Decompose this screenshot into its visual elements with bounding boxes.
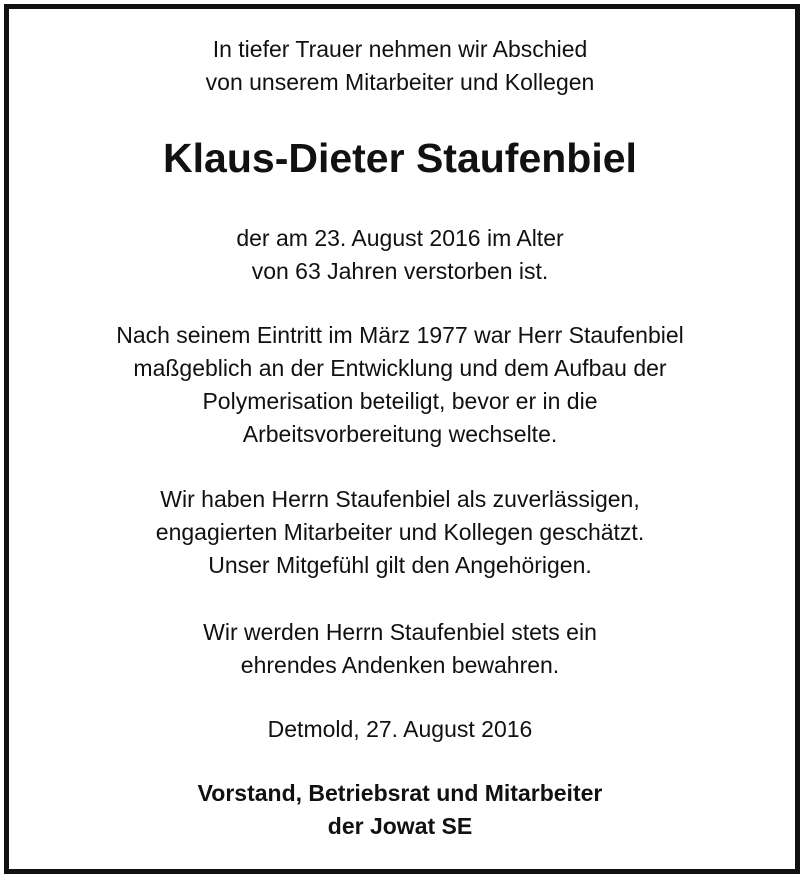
signature-line: der Jowat SE: [327, 813, 473, 839]
appreciation-line: Unser Mitgefühl gilt den Angehörigen.: [208, 552, 592, 578]
career-line: Arbeitsvorbereitung wechselte.: [242, 421, 558, 447]
intro-line: von unserem Mitarbeiter und Kollegen: [205, 69, 595, 95]
remembrance-paragraph: [0, 616, 800, 682]
place-date-line: Detmold, 27. August 2016: [267, 716, 533, 742]
career-line: Nach seinem Eintritt im März 1977 war Herr Staufenbiel: [116, 322, 684, 348]
place-date: [0, 713, 800, 746]
career-paragraph: [0, 319, 800, 451]
signature-line: Vorstand, Betriebsrat und Mitarbeiter: [197, 780, 603, 806]
appreciation-paragraph: [0, 483, 800, 582]
death-notice-line: von 63 Jahren verstorben ist.: [251, 258, 549, 284]
deceased-name-block: [0, 134, 800, 182]
signature-block: [0, 777, 800, 843]
appreciation-line: Wir haben Herrn Staufenbiel als zuverlässigen,: [160, 486, 640, 512]
appreciation-line: engagierten Mitarbeiter und Kollegen geschätzt.: [155, 519, 645, 545]
death-notice-line: der am 23. August 2016 im Alter: [236, 225, 564, 251]
intro-line: In tiefer Trauer nehmen wir Abschied: [212, 36, 588, 62]
intro-text: [0, 33, 800, 99]
career-line: Polymerisation beteiligt, bevor er in die: [202, 388, 598, 414]
death-notice-text: [0, 222, 800, 288]
remembrance-line: Wir werden Herrn Staufenbiel stets ein: [203, 619, 597, 645]
remembrance-line: ehrendes Andenken bewahren.: [240, 652, 560, 678]
deceased-name: Klaus-Dieter Staufenbiel: [163, 135, 637, 181]
career-line: maßgeblich an der Entwicklung und dem Aufbau der: [133, 355, 667, 381]
